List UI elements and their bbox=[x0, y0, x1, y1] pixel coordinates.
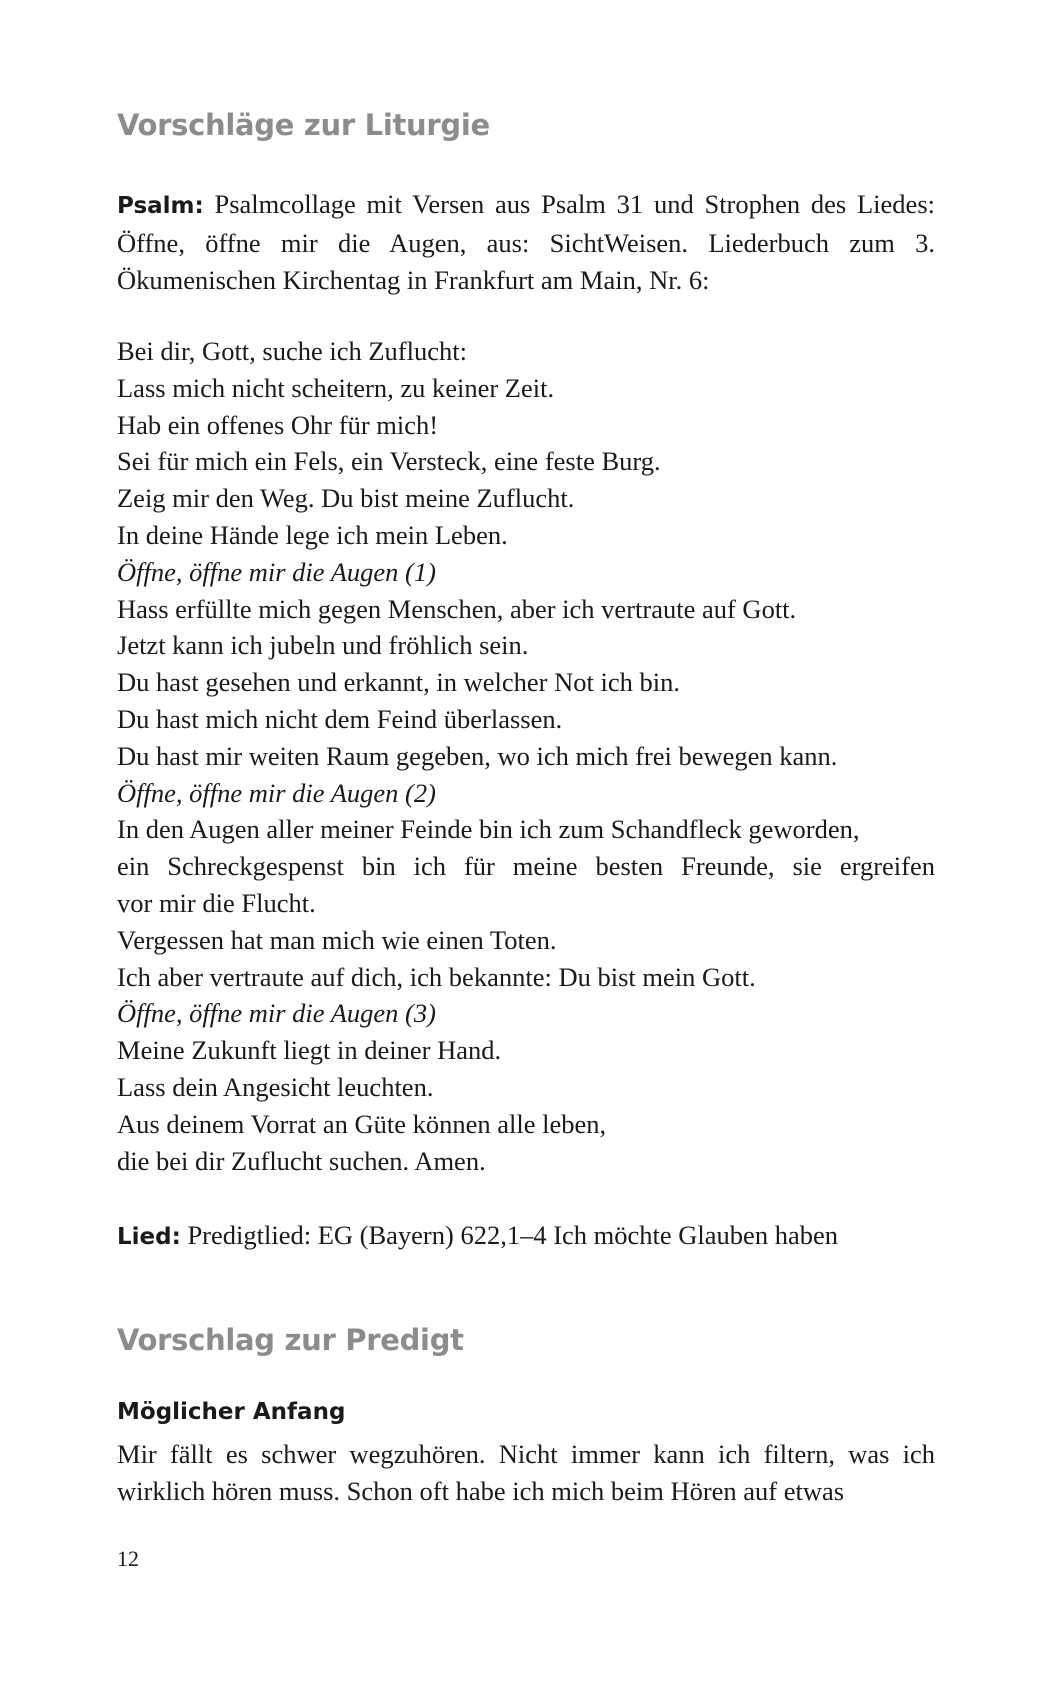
psalm-line: Hab ein offenes Ohr für mich! bbox=[117, 409, 439, 440]
psalm-line: die bei dir Zuflucht suchen. Amen. bbox=[117, 1145, 486, 1176]
psalm-refrain-line: Öffne, öffne mir die Augen (2) bbox=[117, 777, 436, 808]
psalm-line: Lass mich nicht scheitern, zu keiner Zeit. bbox=[117, 372, 555, 403]
psalm-line: In den Augen aller meiner Feinde bin ich zum Schandfleck geworden, bbox=[117, 814, 860, 845]
psalm-line: Lass dein Angesicht leuchten. bbox=[117, 1071, 434, 1102]
psalm-line: Sei für mich ein Fels, ein Versteck, eine feste Burg. bbox=[117, 446, 661, 477]
predigt-body-paragraph: Mir fällt es schwer wegzuhören. Nicht immer kann ich filtern, was ich wirklich hören muss. Schon oft habe ich mich beim Hören auf etwas bbox=[117, 1439, 935, 1506]
psalm-line: vor mir die Flucht. bbox=[117, 887, 316, 918]
section-heading-liturgie: Vorschläge zur Liturgie bbox=[117, 108, 490, 142]
psalm-collage bbox=[117, 333, 935, 1179]
psalm-intro-paragraph bbox=[117, 186, 935, 298]
page-number: 12 bbox=[117, 1546, 139, 1571]
subheading-moeglicher-anfang: Möglicher Anfang bbox=[117, 1399, 346, 1425]
psalm-line: Du hast mich nicht dem Feind überlassen. bbox=[117, 703, 563, 734]
psalm-line: Aus deinem Vorrat an Güte können alle leben, bbox=[117, 1108, 607, 1139]
psalm-line: Vergessen hat man mich wie einen Toten. bbox=[117, 924, 557, 955]
lied-label: Lied: bbox=[117, 1224, 181, 1250]
psalm-line: Zeig mir den Weg. Du bist meine Zuflucht. bbox=[117, 483, 575, 514]
section-heading-predigt: Vorschlag zur Predigt bbox=[117, 1323, 464, 1357]
psalm-label: Psalm: bbox=[117, 193, 204, 219]
psalm-line: ein Schreckgespenst bin ich für meine besten Freunde, sie ergreifen bbox=[117, 851, 935, 882]
psalm-line: Ich aber vertraute auf dich, ich bekannte: Du bist mein Gott. bbox=[117, 961, 756, 992]
psalm-line: In deine Hände lege ich mein Leben. bbox=[117, 519, 508, 550]
psalm-refrain-line: Öffne, öffne mir die Augen (1) bbox=[117, 556, 436, 587]
psalm-line: Meine Zukunft liegt in deiner Hand. bbox=[117, 1035, 502, 1066]
psalm-intro-text: Psalmcollage mit Versen aus Psalm 31 und Strophen des Liedes: Öffne, öffne mir die Augen, aus: SichtWeisen. Liederbuch zum 3. Ökumenischen Kirchentag in Frankfurt am Main, Nr. 6: bbox=[117, 189, 935, 295]
psalm-line: Hass erfüllte mich gegen Menschen, aber ich vertraute auf Gott. bbox=[117, 593, 797, 624]
psalm-line: Jetzt kann ich jubeln und fröhlich sein. bbox=[117, 630, 529, 661]
psalm-line: Du hast mir weiten Raum gegeben, wo ich mich frei bewegen kann. bbox=[117, 740, 838, 771]
lied-text: Predigtlied: EG (Bayern) 622,1–4 Ich möchte Glauben haben bbox=[187, 1220, 838, 1250]
psalm-line: Bei dir, Gott, suche ich Zuflucht: bbox=[117, 336, 467, 366]
lied-paragraph bbox=[117, 1217, 935, 1256]
psalm-refrain-line: Öffne, öffne mir die Augen (3) bbox=[117, 998, 436, 1029]
psalm-line: Du hast gesehen und erkannt, in welcher Not ich bin. bbox=[117, 667, 680, 698]
